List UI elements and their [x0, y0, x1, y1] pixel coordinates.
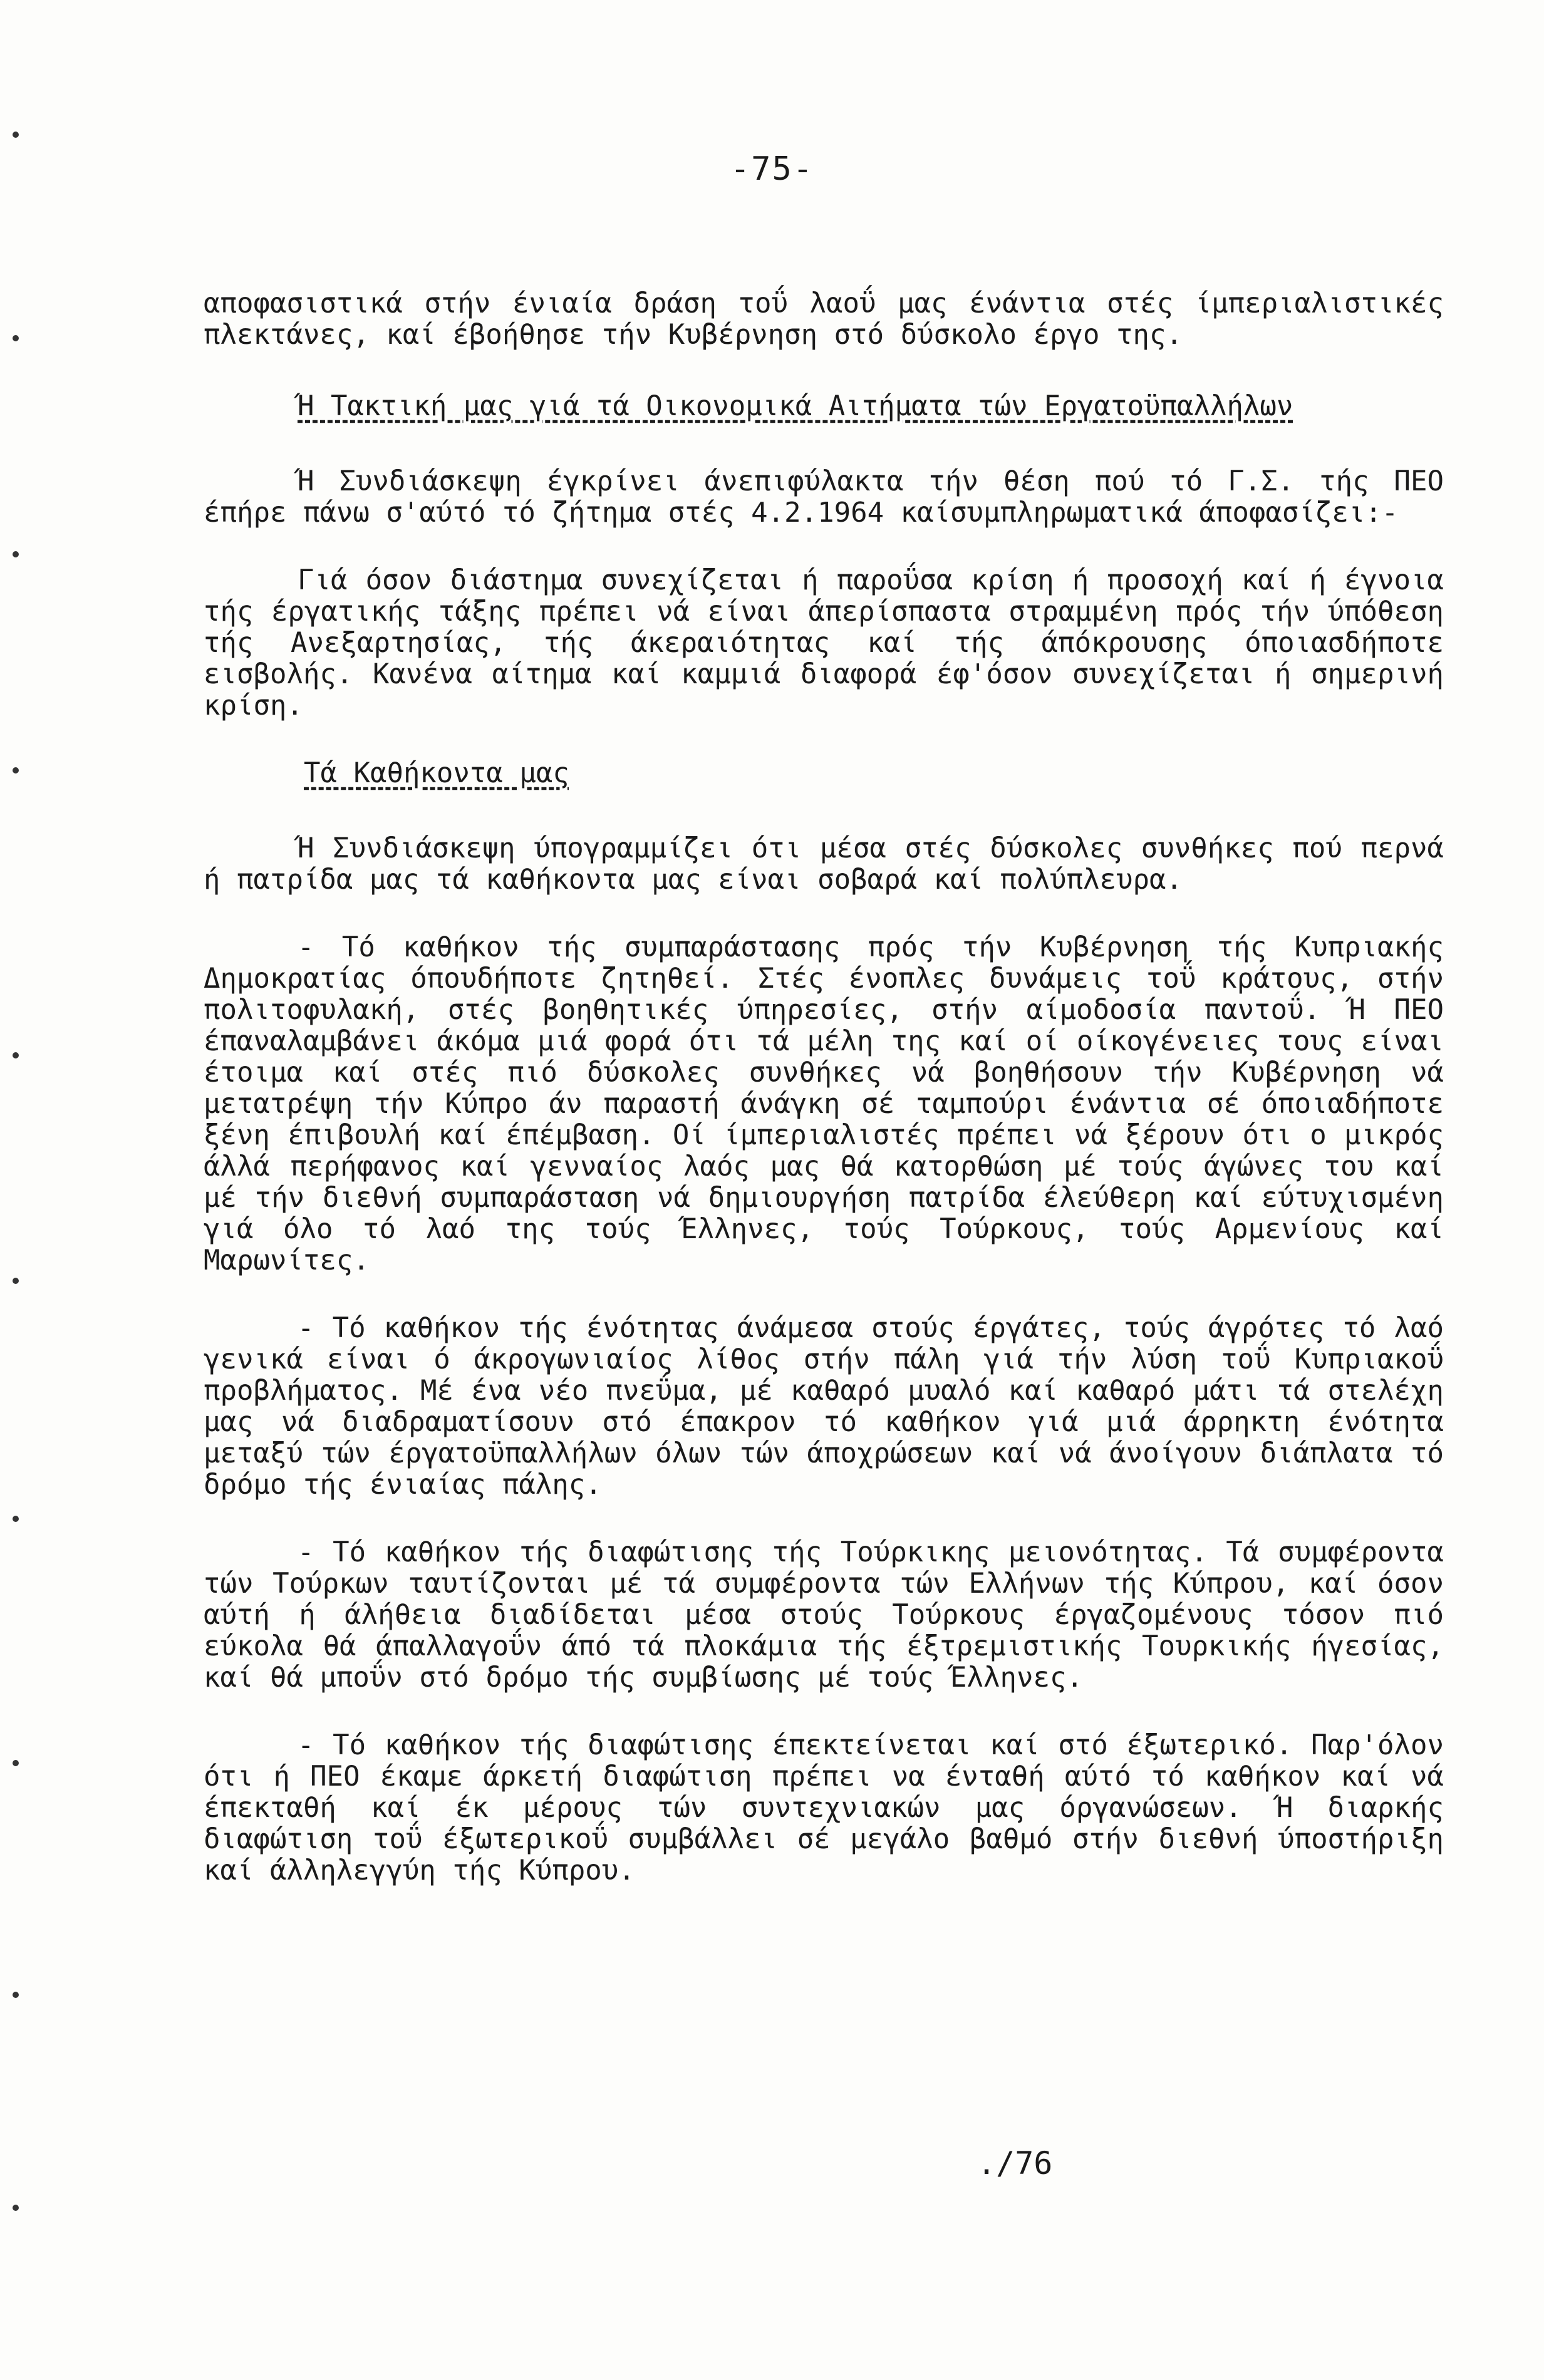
paragraph-duty-support: - Τό καθήκον τής συμπαράστασης πρός τήν Κυβέρνηση τής Κυπριακής Δημοκρατίας όπουδήποτε ζητηθεί. Στές ένοπλες δυνάμεις τοΰ κράτους, στήν πολιτοφυλακή, στές βοηθητικές ύπηρεσίες, στήν αίμοδοσία παντοΰ. Ή ΠΕΟ έπαναλαμβάνει άκόμα μιά φορά ότι τά μέλη της καί οί οίκογένειες τους είναι έτοιμα καί στές πιό δύσκολες συνθήκες νά βοηθήσουν τήν Κυβέρνηση νά μετατρέψη τήν Κύπρο άν παραστή άνάγκη σέ ταμπούρι ένάντια σέ όποιαδήποτε ξένη έπιβουλή καί έπέμβαση. Οί ίμπεριαλιστές πρέπει νά ξέρουν ότι ο μικρός άλλά περήφανος καί γενναίος λαός μας θά κατορθώση μέ τούς άγώνες του καί μέ τήν διεθνή συμπαράσταση νά δημιουργήση πατρίδα έλεύθερη καί εύτυχισμένη γιά όλο τό λαό της τούς Έλληνες, τούς Τούρκους, τούς Αρμενίους καί Μαρωνίτες. [204, 931, 1444, 1276]
paragraph-crisis-focus: Γιά όσον διάστημα συνεχίζεται ή παροΰσα κρίση ή προσοχή καί ή έγνοια τής έργατικής τάξης πρέπει νά είναι άπερίσπαστα στραμμένη πρός τήν ύπόθεση τής Ανεξαρτησίας, τής άκεραιότητας καί τής άπόκρουσης όποιασδήποτε εισβολής. Κανένα αίτημα καί καμμιά διαφορά έφ'όσον συνεχίζεται ή σημερινή κρίση. [204, 564, 1444, 722]
section-heading-duties: Τά Καθήκοντα μας [304, 757, 569, 789]
paragraph-intro: αποφασιστικά στήν ένιαία δράση τοΰ λαοΰ μας ένάντια στές ίμπεριαλιστικές πλεκτάνες, καί έβοήθησε τήν Κυβέρνηση στό δύσκολο έργο της. [204, 287, 1444, 351]
document-body [204, 288, 1444, 1923]
paragraph-duty-abroad: - Τό καθήκον τής διαφώτισης έπεκτείνεται καί στό έξωτερικό. Παρ'όλον ότι ή ΠΕΟ έκαμε άρκετή διαφώτιση πρέπει να ένταθή αύτό τό καθήκον καί νά έπεκταθή καί έκ μέρους τών συντεχνιακών μας όργανώσεων. Ή διαρκής διαφώτιση τοΰ έξωτερικοΰ συμβάλλει σέ μεγάλο βαθμό στήν διεθνή ύποστήριξη καί άλληλεγγύη τής Κύπρου. [204, 1729, 1444, 1886]
page-number: -75- [730, 150, 814, 188]
paragraph-duties-intro: Ή Συνδιάσκεψη ύπογραμμίζει ότι μέσα στές δύσκολες συνθήκες πού περνά ή πατρίδα μας τά καθήκοντα μας είναι σοβαρά καί πολύπλευρα. [204, 832, 1444, 896]
paragraph-duty-unity: - Τό καθήκον τής ένότητας άνάμεσα στούς έργάτες, τούς άγρότες τό λαό γενικά είναι ό άκρογωνιαίος λίθος στήν πάλη γιά τήν λύση τοΰ Κυπριακοΰ προβλήματος. Μέ ένα νέο πνεΰμα, μέ καθαρό μυαλό καί καθαρό μάτι τά στελέχη μας νά διαδραματίσουν στό έπακρον τό καθήκον γιά μιά άρρηκτη ένότητα μεταξύ τών έργατοϋπαλλήλων όλων τών άποχρώσεων καί νά άνοίγουν διάπλατα τό δρόμο τής ένιαίας πάλης. [204, 1312, 1444, 1501]
continuation-page-marker: ./76 [977, 2145, 1053, 2181]
margin-punch-marks [13, 0, 50, 2380]
section-heading-tactics: Ή Τακτική μας γιά τά Οικονομικά Αιτήματα τών Εργατοϋπαλλήλων [298, 390, 1293, 422]
paragraph-duty-turkish-minority: - Τό καθήκον τής διαφώτισης τής Τούρκικης μειονότητας. Τά συμφέροντα τών Τούρκων ταυτίζονται μέ τά συμφέροντα τών Ελλήνων τής Κύπρου, καί όσον αύτή ή άλήθεια διαδίδεται μέσα στούς Τούρκους έργαζομένους τόσον πιό εύκολα θά άπαλλαγοΰν άπό τά πλοκάμια τής έξτρεμιστικής Τουρκικής ήγεσίας, καί θά μποΰν στό δρόμο τής συμβίωσης μέ τούς Έλληνες. [204, 1536, 1444, 1694]
paragraph-conference-approval: Ή Συνδιάσκεψη έγκρίνει άνεπιφύλακτα τήν θέση πού τό Γ.Σ. τής ΠΕΟ έπήρε πάνω σ'αύτό τό ζήτημα στές 4.2.1964 καίσυμπληρωματικά άποφασίζει:- [204, 465, 1444, 529]
